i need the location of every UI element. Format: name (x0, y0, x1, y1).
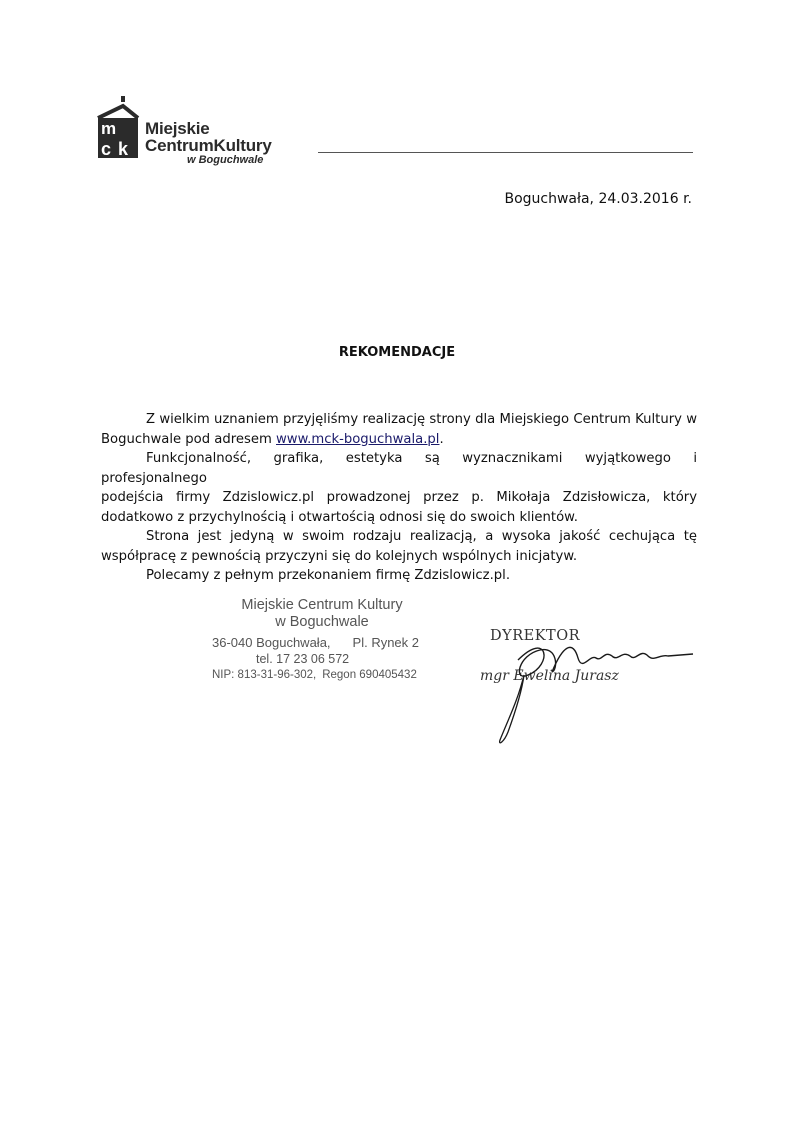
stamp-street: Pl. Rynek 2 (352, 635, 420, 650)
stamp-city: w Boguchwale (275, 614, 369, 630)
place-date: Boguchwała, 24.03.2016 r. (504, 191, 692, 207)
svg-text:c: c (101, 139, 112, 159)
signatory-name: mgr Ewelina Jurasz (480, 668, 619, 684)
mck-logo-icon (96, 96, 140, 162)
stamp-phone: tel. 17 23 06 572 (256, 652, 350, 666)
paragraph-5: Polecamy z pełnym przekonaniem firmę Zdzislowicz.pl. (146, 568, 511, 583)
logo-wordmark (145, 120, 272, 167)
signatory-title: DYREKTOR (490, 628, 581, 644)
paragraph-1-text: Z wielkim uznaniem przyjęliśmy realizację strony dla Miejskiego Centrum Kultury w Boguchwale pod adresem (101, 412, 697, 447)
paragraph-4: Strona jest jedyną w swoim rodzaju realizacją, a wysoka jakość cechująca tę współpracę z pewnością przyczyni się do kolejnych wspólnych inicjatyw. (101, 529, 697, 564)
svg-text:k: k (118, 139, 129, 159)
paragraph-1-end: . (439, 431, 444, 447)
mck-logo (96, 96, 296, 186)
paragraph-3: podejścia firmy Zdzislowicz.pl prowadzonej przez p. Mikołaja Zdzisłowicza, który dodatkowo z przychylnością i otwartością odnosi się do swoich klientów. (101, 490, 697, 525)
paragraph-1 (101, 410, 697, 449)
stamp-nip: NIP: 813-31-96-302, (212, 669, 317, 681)
logo-line-1: Miejskie (145, 119, 210, 138)
website-link[interactable]: www.mck-boguchwala.pl (276, 431, 440, 447)
institution-stamp (212, 597, 432, 683)
logo-line-3: w Boguchwale (187, 154, 264, 166)
document-title: REKOMENDACJE (338, 345, 456, 360)
svg-text:m: m (101, 119, 117, 138)
stamp-regon: Regon 690405432 (322, 669, 417, 681)
letter-body (101, 410, 697, 586)
stamp-postal: 36-040 Boguchwała, (212, 635, 331, 650)
stamp-address (212, 634, 432, 651)
handwritten-signature (478, 620, 718, 750)
header-divider (318, 152, 693, 153)
stamp-ids (212, 667, 432, 683)
stamp-name: Miejskie Centrum Kultury (241, 597, 403, 613)
paragraph-2: Funkcjonalność, grafika, estetyka są wyznacznikami wyjątkowego i profesjonalnego (101, 451, 697, 486)
logo-line-2: CentrumKultury (145, 136, 272, 155)
